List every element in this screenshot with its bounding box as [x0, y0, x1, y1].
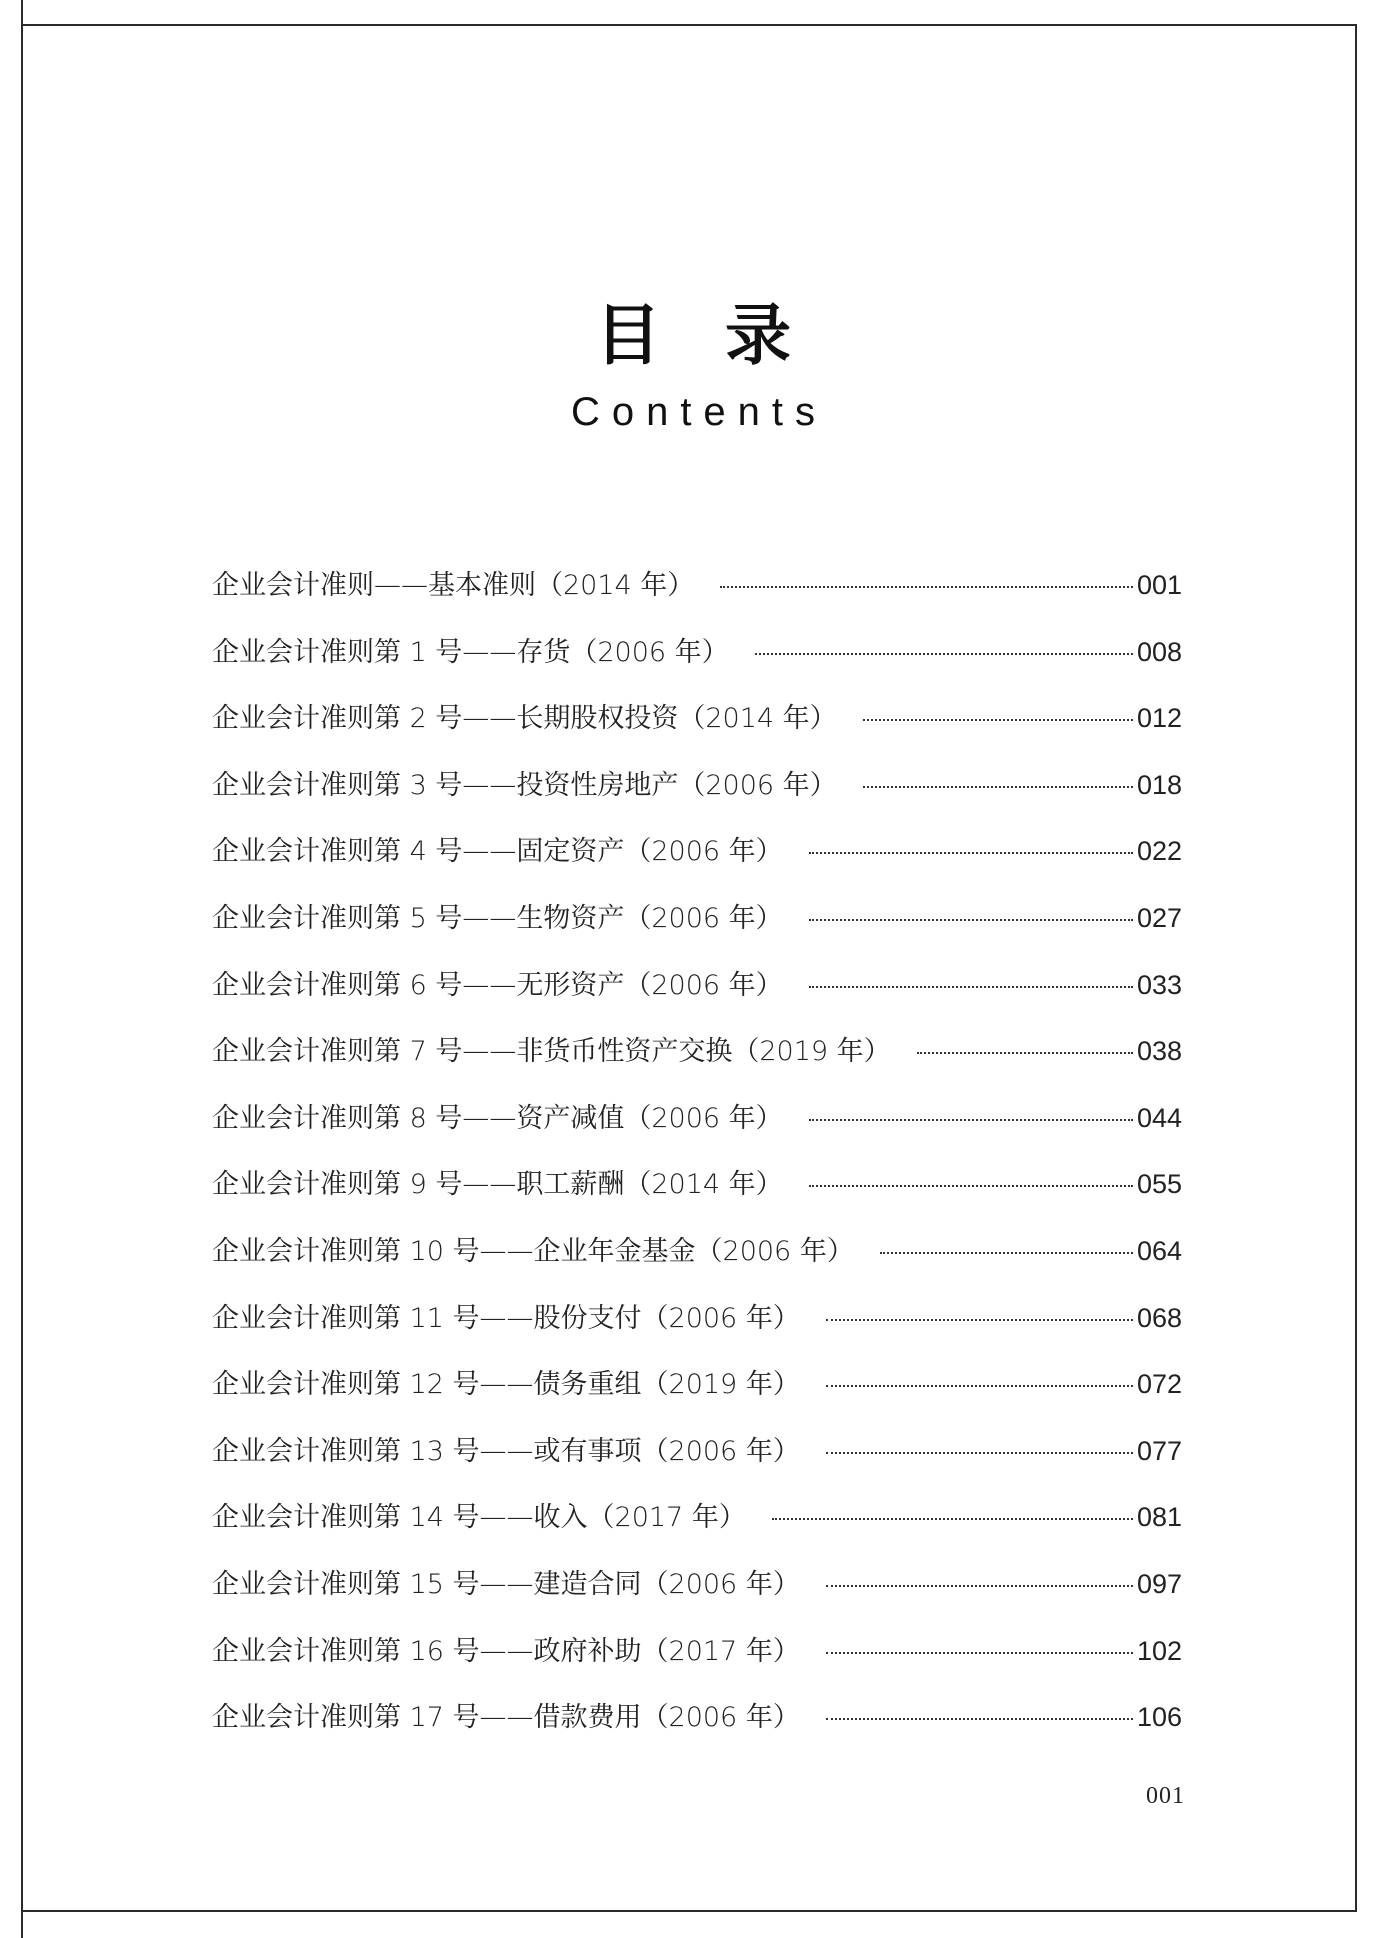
toc-entry[interactable]: [212, 696, 1182, 763]
toc-entry[interactable]: [212, 1229, 1182, 1296]
toc-leader-dots: [826, 1452, 1133, 1454]
toc-entry[interactable]: [212, 829, 1182, 896]
toc-leader-dots: [755, 653, 1133, 655]
toc-entry[interactable]: [212, 1362, 1182, 1429]
toc-entry-title: 企业会计准则——基本准则（2014 年）: [212, 570, 695, 601]
toc-leader-dots: [826, 1585, 1133, 1587]
toc-entry[interactable]: [212, 896, 1182, 963]
toc-leader-dots: [809, 1185, 1133, 1187]
toc-entry-title: 企业会计准则第 15 号——建造合同（2006 年）: [212, 1568, 800, 1600]
toc-leader-dots: [772, 1518, 1133, 1520]
toc-entry-title: 企业会计准则第 13 号——或有事项（2006 年）: [212, 1435, 800, 1467]
table-of-contents: [212, 563, 1182, 1762]
toc-entry-page: 001: [1136, 570, 1182, 600]
toc-entry-page: 055: [1136, 1169, 1182, 1200]
toc-entry-page: 077: [1136, 1435, 1182, 1466]
toc-leader-dots: [863, 786, 1133, 788]
toc-entry-title: 企业会计准则第 7 号——非货币性资产交换（2019 年）: [212, 1036, 891, 1068]
toc-entry-page: 106: [1136, 1702, 1182, 1733]
toc-leader-dots: [880, 1252, 1133, 1254]
toc-entry[interactable]: [212, 963, 1182, 1030]
toc-entry-title: 企业会计准则第 17 号——借款费用（2006 年）: [212, 1702, 800, 1734]
toc-entry[interactable]: [212, 1096, 1182, 1163]
toc-entry-page: 008: [1136, 636, 1182, 667]
toc-entry-title: 企业会计准则第 6 号——无形资产（2006 年）: [212, 969, 783, 1001]
toc-entry-page: 064: [1136, 1235, 1182, 1266]
toc-leader-dots: [809, 852, 1133, 854]
toc-entry-title: 企业会计准则第 3 号——投资性房地产（2006 年）: [212, 769, 837, 801]
toc-leader-dots: [809, 1119, 1133, 1121]
toc-leader-dots: [917, 1052, 1133, 1054]
toc-leader-dots: [826, 1319, 1133, 1321]
toc-entry-page: 072: [1136, 1369, 1182, 1400]
page-number: 001: [1146, 1783, 1185, 1809]
toc-entry[interactable]: [212, 1495, 1182, 1562]
toc-entry-title: 企业会计准则第 2 号——长期股权投资（2014 年）: [212, 703, 837, 735]
toc-entry-title: 企业会计准则第 8 号——资产减值（2006 年）: [212, 1102, 783, 1134]
toc-entry[interactable]: [212, 1029, 1182, 1096]
toc-leader-dots: [720, 586, 1133, 588]
toc-entry-title: 企业会计准则第 14 号——收入（2017 年）: [212, 1502, 746, 1534]
toc-leader-dots: [826, 1652, 1133, 1654]
toc-entry-title: 企业会计准则第 9 号——职工薪酬（2014 年）: [212, 1169, 783, 1201]
toc-entry-title: 企业会计准则第 10 号——企业年金基金（2006 年）: [212, 1235, 854, 1267]
toc-leader-dots: [863, 719, 1133, 721]
toc-entry[interactable]: [212, 563, 1182, 630]
toc-entry-page: 044: [1136, 1102, 1182, 1133]
page-title: 目录: [595, 297, 855, 374]
toc-entry-page: 081: [1136, 1502, 1182, 1533]
toc-entry-page: 102: [1136, 1635, 1182, 1666]
page-subtitle: Contents: [570, 390, 828, 434]
toc-entry-page: 033: [1136, 969, 1182, 1000]
toc-entry[interactable]: [212, 1562, 1182, 1629]
toc-entry-title: 企业会计准则第 1 号——存货（2006 年）: [212, 636, 729, 668]
toc-entry-page: 038: [1136, 1036, 1182, 1067]
toc-entry-page: 068: [1136, 1302, 1182, 1333]
toc-entry[interactable]: [212, 1695, 1182, 1762]
toc-entry[interactable]: [212, 1629, 1182, 1696]
toc-entry-page: 097: [1136, 1568, 1182, 1599]
toc-entry-title: 企业会计准则第 16 号——政府补助（2017 年）: [212, 1635, 800, 1667]
toc-entry[interactable]: [212, 630, 1182, 697]
toc-leader-dots: [809, 986, 1133, 988]
toc-entry-title: 企业会计准则第 5 号——生物资产（2006 年）: [212, 902, 783, 934]
toc-entry-page: 012: [1136, 703, 1182, 734]
toc-entry-page: 018: [1136, 769, 1182, 800]
toc-entry[interactable]: [212, 1296, 1182, 1363]
toc-leader-dots: [809, 919, 1133, 921]
toc-entry-page: 027: [1136, 902, 1182, 933]
toc-entry-page: 022: [1136, 836, 1182, 867]
toc-entry-title: 企业会计准则第 12 号——债务重组（2019 年）: [212, 1369, 800, 1401]
toc-entry[interactable]: [212, 1162, 1182, 1229]
toc-entry-title: 企业会计准则第 4 号——固定资产（2006 年）: [212, 836, 783, 868]
toc-entry[interactable]: [212, 1429, 1182, 1496]
toc-leader-dots: [826, 1385, 1133, 1387]
toc-entry-title: 企业会计准则第 11 号——股份支付（2006 年）: [212, 1302, 800, 1334]
toc-leader-dots: [826, 1718, 1133, 1720]
toc-entry[interactable]: [212, 763, 1182, 830]
